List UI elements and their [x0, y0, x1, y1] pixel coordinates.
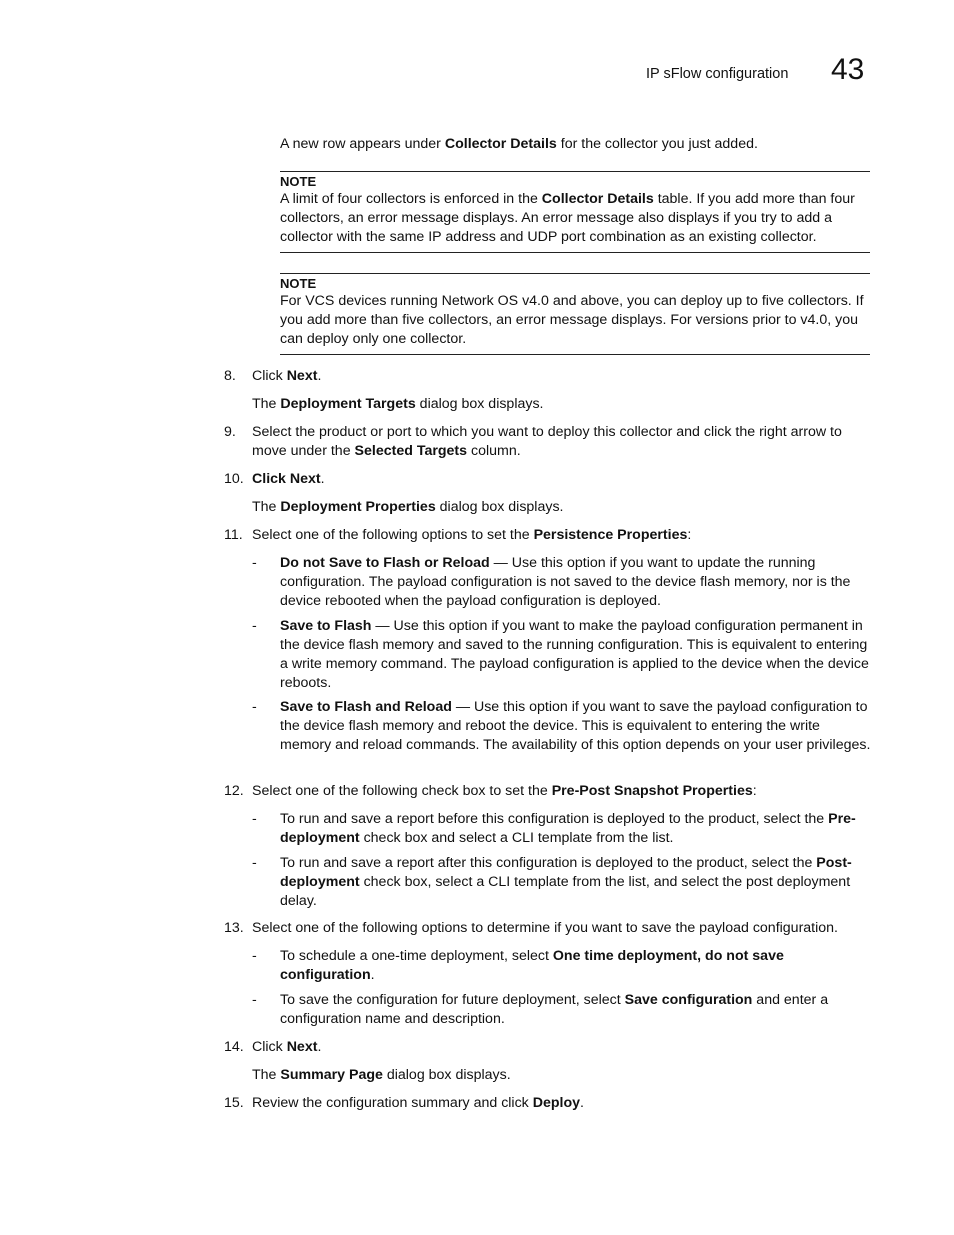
step-text: Select one of the following options to determine if you want to save the payload configuration.: [252, 920, 838, 936]
step-result: The Deployment Properties dialog box displays.: [252, 499, 564, 515]
note-label: NOTE: [280, 276, 317, 291]
note-text: For VCS devices running Network OS v4.0 and above, you can deploy up to five collectors. If you add more than five collectors, an error message displays. For versions prior to v4.0, you can deploy only one collector.: [280, 293, 864, 347]
note-label: NOTE: [280, 174, 317, 189]
chapter-number: 43: [831, 53, 865, 86]
step-number: 12.: [224, 783, 244, 799]
bullet-dash: -: [252, 699, 257, 715]
bullet-dash: -: [252, 855, 257, 871]
step-number: 14.: [224, 1039, 244, 1055]
list-item: To schedule a one-time deployment, select One time deployment, do not save configuration.: [280, 948, 784, 983]
list-item: To run and save a report before this configuration is deployed to the product, select the Pre-deployment check box and select a CLI template from the list.: [280, 811, 856, 846]
step-text: Select one of the following check box to set the Pre-Post Snapshot Properties:: [252, 783, 757, 799]
step-number: 15.: [224, 1095, 244, 1111]
bullet-dash: -: [252, 948, 257, 964]
section-title: IP sFlow configuration: [646, 66, 789, 82]
bullet-dash: -: [252, 811, 257, 827]
list-item: Save to Flash and Reload — Use this option if you want to save the payload configuration to the device flash memory and reboot the device. This is equivalent to entering the write memory and reload commands. The availability of this option depends on your user privileges.: [280, 699, 871, 753]
bullet-dash: -: [252, 992, 257, 1008]
list-item: Do not Save to Flash or Reload — Use this option if you want to update the running configuration. The payload configuration is not saved to the device flash memory, nor is the device rebooted when the payload configuration is deployed.: [280, 555, 851, 609]
bullet-dash: -: [252, 555, 257, 571]
note-box: [280, 171, 870, 253]
step-number: 8.: [224, 368, 236, 384]
step-result: The Deployment Targets dialog box displays.: [252, 396, 544, 412]
step-text: Select the product or port to which you want to deploy this collector and click the right arrow to move under the Selected Targets column.: [252, 424, 842, 459]
note-text: A limit of four collectors is enforced in the Collector Details table. If you add more than four collectors, an error message displays. An error message also displays if you try to add a collector with the same IP address and UDP port combination as an existing collector.: [280, 191, 855, 245]
step-number: 10.: [224, 471, 244, 487]
step-text: Click Next.: [252, 471, 325, 487]
note-box: [280, 273, 870, 355]
step-number: 11.: [224, 527, 243, 543]
step-number: 9.: [224, 424, 236, 440]
list-item: To save the configuration for future deployment, select Save configuration and enter a configuration name and description.: [280, 992, 829, 1027]
bullet-dash: -: [252, 618, 257, 634]
step-number: 13.: [224, 920, 244, 936]
step-text: Click Next.: [252, 1039, 322, 1055]
list-item: To run and save a report after this configuration is deployed to the product, select the Post-deployment check box, select a CLI template from the list, and select the post deployment delay.: [280, 855, 852, 909]
step-result: The Summary Page dialog box displays.: [252, 1067, 511, 1083]
step-text: Click Next.: [252, 368, 322, 384]
intro-paragraph: A new row appears under Collector Details for the collector you just added.: [280, 136, 758, 152]
step-text: Review the configuration summary and click Deploy.: [252, 1095, 584, 1111]
step-text: Select one of the following options to set the Persistence Properties:: [252, 527, 692, 543]
list-item: Save to Flash — Use this option if you want to make the payload configuration permanent in the device flash memory and saved to the running configuration. This is equivalent to entering a write memory command. The payload configuration is applied to the device when the device reboots.: [280, 618, 869, 691]
